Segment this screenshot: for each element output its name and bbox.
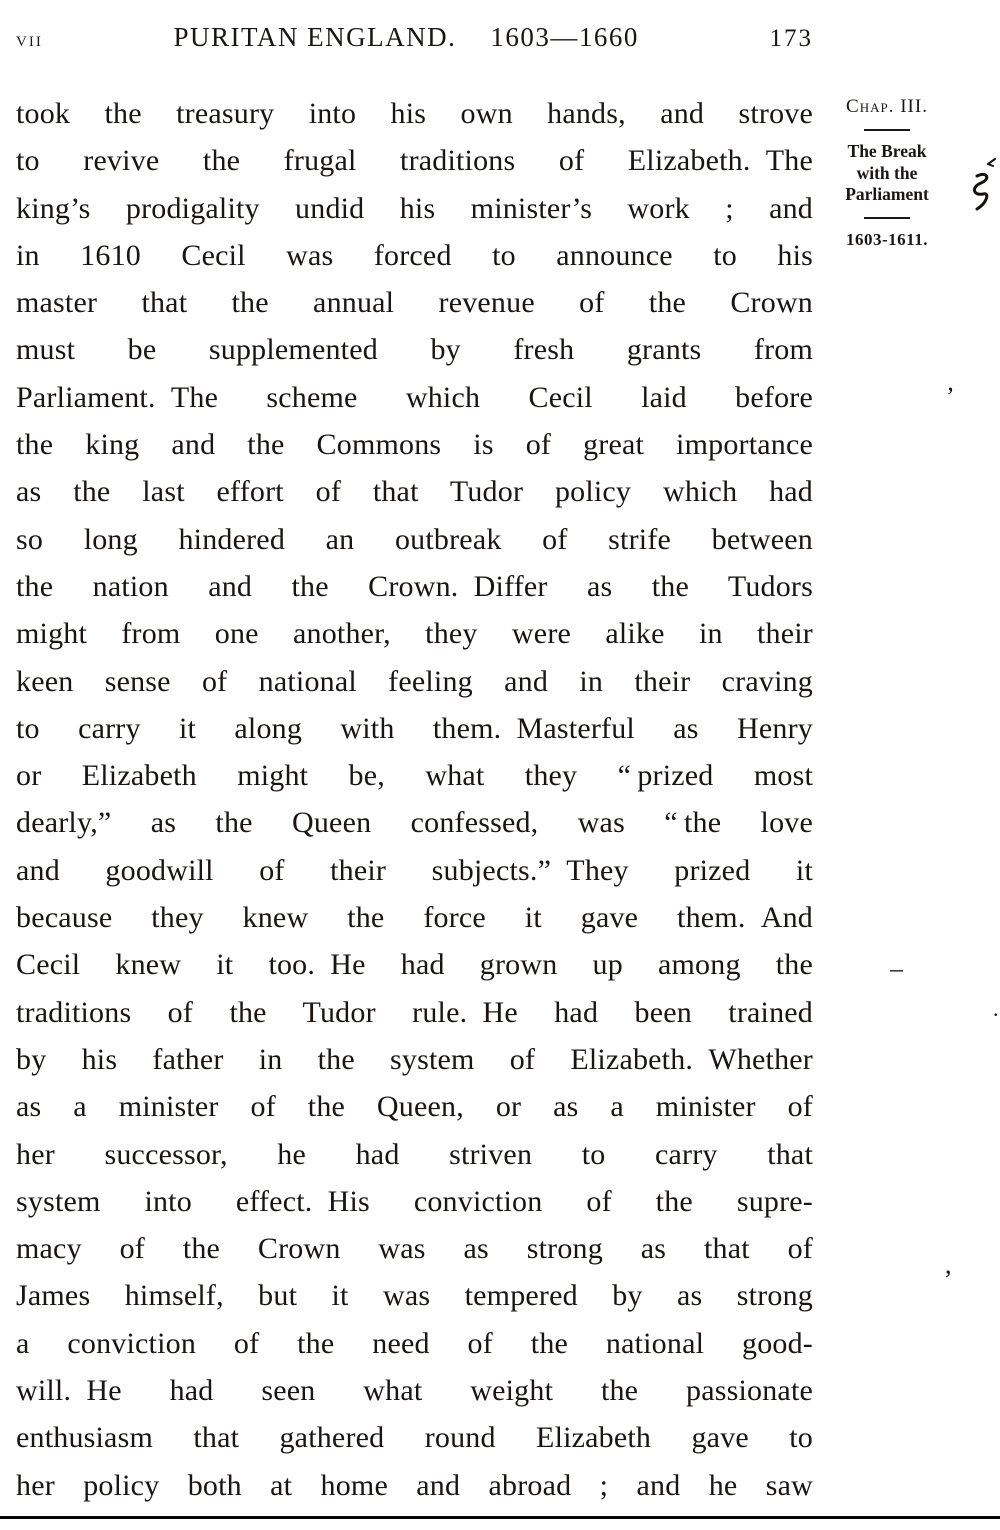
text-line: as the last effort of that Tudor policy which had [16,475,813,509]
text-line: so long hindered an outbreak of strife between [16,522,813,556]
text-line: the nation and the Crown. Differ as the Tudors [16,569,813,603]
text-line: by his father in the system of Elizabeth. Whether [16,1042,813,1076]
page-number: 173 [769,25,813,52]
text-line: keen sense of national feeling and in their craving [16,664,813,698]
text-line: a conviction of the need of the national good- [16,1326,813,1360]
text-line: will. He had seen what weight the passionate [16,1374,813,1408]
text-line: dearly,” as the Queen confessed, was “ the love [16,806,813,840]
margin-title-line: The Break [847,141,927,161]
margin-divider-rule [864,217,910,219]
margin-title-line: Parliament [845,184,929,204]
text-line: because they knew the force it gave them. And [16,901,813,935]
margin-divider-rule [864,129,910,131]
ink-squiggle-mark [962,156,998,220]
text-line: the king and the Commons is of great importance [16,428,813,462]
text-line: James himself, but it was tempered by as strong [16,1279,813,1313]
body-text-column [16,90,813,1509]
text-line: traditions of the Tudor rule. He had been trained [16,995,813,1029]
margin-chapter-label: Chap. III. [846,96,928,117]
text-line: must be supplemented by fresh grants from [16,333,813,367]
text-line: to carry it along with them. Masterful as Henry [16,711,813,745]
text-line: her policy both at home and abroad ; and he saw [16,1468,813,1502]
running-title-text: PURITAN ENGLAND. [173,22,457,52]
text-line: might from one another, they were alike in their [16,617,813,651]
ink-mark: , [945,1250,952,1279]
ink-mark: ’ [946,382,955,411]
scan-edge-line [0,1516,1000,1519]
text-line: macy of the Crown was as strong as that of [16,1232,813,1266]
margin-notes [824,96,950,250]
margin-title-line: with the [856,162,918,183]
text-line: her successor, he had striven to carry that [16,1137,813,1171]
margin-section-title [824,141,950,206]
running-title [174,22,639,53]
text-line: in 1610 Cecil was forced to announce to his [16,238,813,272]
text-line: to revive the frugal traditions of Elizabeth. The [16,144,813,178]
text-line: took the treasury into his own hands, and strove [16,97,813,130]
running-title-dates: 1603—1660 [490,22,639,52]
text-line: king’s prodigality undid his minister’s work ; and [16,191,813,225]
chapter-signature: vii [16,27,43,51]
text-line: enthusiasm that gathered round Elizabeth gave to [16,1421,813,1455]
text-line: Cecil knew it too. He had grown up among the [16,948,813,982]
text-line: Parliament. The scheme which Cecil laid before [16,380,813,414]
margin-date-range: 1603-1611. [846,229,928,249]
text-line: system into effect. His conviction of the supre- [16,1184,813,1218]
running-head [16,22,813,53]
text-line: master that the annual revenue of the Crown [16,286,813,320]
ink-mark: – [890,954,903,983]
text-line: as a minister of the Queen, or as a minister of [16,1090,813,1124]
text-line: or Elizabeth might be, what they “ prized most [16,759,813,793]
text-line: and goodwill of their subjects.” They prized it [16,853,813,887]
ink-mark: . [993,996,999,1021]
